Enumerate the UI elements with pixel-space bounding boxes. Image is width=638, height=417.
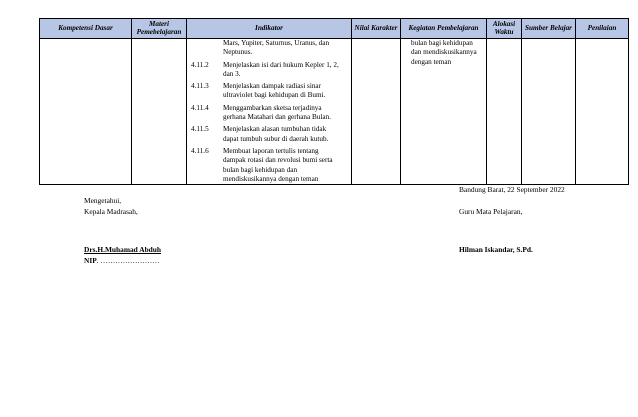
nip-value: . …………………… <box>96 256 160 265</box>
indikator-number: 4.11.3 <box>191 82 209 91</box>
acknowledged-label: Mengetahui, <box>84 196 122 205</box>
indikator-text <box>223 104 347 123</box>
nip-line <box>84 256 160 265</box>
cell-alokasi-waktu <box>487 39 522 185</box>
cell-indikator <box>187 39 352 185</box>
indikator-line: dampak rotasi dan revolusi bumi serta <box>223 156 333 165</box>
indikator-line: bulan bagi kehidupan dan <box>223 165 298 174</box>
header-kegiatan-pembelajaran: Kegiatan Pembelajaran <box>401 19 487 39</box>
header-materi-pembelajaran: Materi Pemebelajaran <box>132 19 187 39</box>
indikator-item <box>187 61 347 80</box>
indikator-line: dan 3. <box>223 69 241 78</box>
teacher-name: Hilman Iskandar, S.Pd. <box>459 245 533 254</box>
indikator-line: Menjelaskan isi dari hukum Kepler 1, 2, <box>223 60 339 69</box>
place-date: Bandung Barat, 22 September 2022 <box>459 185 565 194</box>
indikator-line: Menjelaskan alasan tumbuhan tidak <box>223 125 327 134</box>
indikator-line: dapat tumbuh subur di daerah kutub. <box>223 134 329 143</box>
cell-materi-pembelajaran <box>132 39 187 185</box>
cell-kegiatan-pembelajaran <box>401 39 487 185</box>
indikator-item <box>187 104 347 123</box>
indikator-number: 4.11.6 <box>191 146 209 155</box>
indikator-item <box>187 125 347 144</box>
kegiatan-line: dengan teman <box>411 57 452 66</box>
headmaster-role: Kepala Madrasah, <box>84 207 138 216</box>
indikator-text <box>223 61 347 80</box>
kegiatan-line: bulan bagi kehidupan <box>411 39 473 47</box>
cell-penilaian <box>576 39 629 185</box>
header-nilai-karakter: Nilai Karakter <box>352 19 401 39</box>
indikator-text <box>223 147 347 184</box>
cell-kompetensi-dasar <box>40 39 132 185</box>
indikator-cont-line: Neptunus. <box>223 48 253 57</box>
header-alokasi-waktu: Alokasi Waktu <box>487 19 522 39</box>
header-sumber-belajar: Sumber Belajar <box>522 19 576 39</box>
indikator-line: mendiskusikannya dengan teman <box>223 174 319 183</box>
indikator-line: Membuat laporan tertulis tentang <box>223 146 319 155</box>
indikator-line: gerhana Matahari dan gerhana Bulan. <box>223 113 331 122</box>
kegiatan-line: dan mendiskusikannya <box>411 48 477 57</box>
headmaster-name: Drs.H.Muhamad Abduh <box>84 245 162 254</box>
indikator-list <box>187 61 351 185</box>
cell-nilai-karakter <box>352 39 401 185</box>
indikator-text <box>223 125 347 144</box>
indikator-line: ultraviolet bagi kehidupan di Bumi. <box>223 91 326 100</box>
indikator-item <box>187 82 347 101</box>
indikator-continuation <box>187 39 351 58</box>
indikator-line: Menjelaskan dampak radiasi sinar <box>223 82 321 91</box>
header-kompetensi-dasar: Kompetensi Dasar <box>40 19 132 39</box>
indikator-text <box>223 82 347 101</box>
indikator-item <box>187 147 347 184</box>
lesson-plan-table <box>39 18 629 185</box>
table-header-row <box>40 19 629 39</box>
kegiatan-text <box>401 39 486 67</box>
indikator-number: 4.11.5 <box>191 125 209 134</box>
nip-label: NIP <box>84 256 97 265</box>
indikator-line: Menggambarkan sketsa terjadinya <box>223 103 322 112</box>
indikator-number: 4.11.2 <box>191 60 209 69</box>
indikator-cont-line: Mars, Yupiter, Saturnus, Uranus, dan <box>223 39 330 47</box>
table-row <box>40 39 629 185</box>
cell-sumber-belajar <box>522 39 576 185</box>
teacher-role: Guru Mata Pelajaran, <box>459 207 523 216</box>
header-indikator: Indikator <box>187 19 352 39</box>
header-penilaian: Penilaian <box>576 19 629 39</box>
indikator-number: 4.11.4 <box>191 103 209 112</box>
